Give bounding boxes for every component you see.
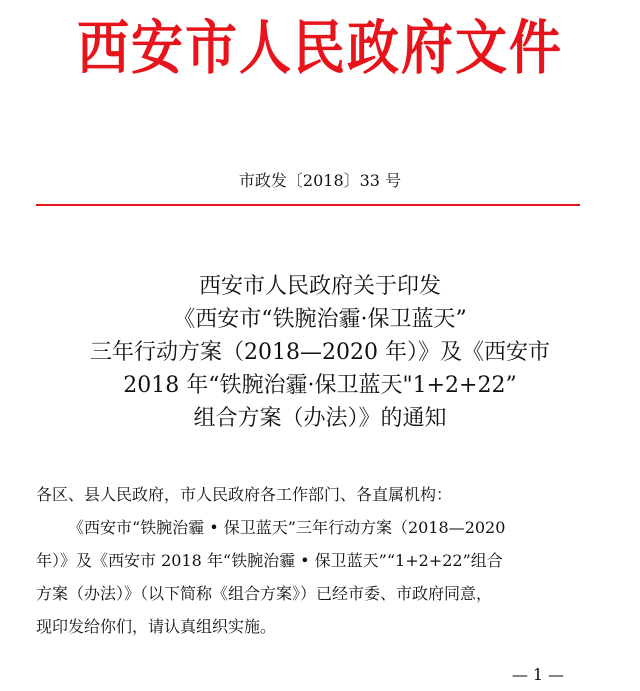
notice-title-line: 《西安市“铁腕治霾·保卫蓝天” [173,307,467,332]
body-paragraph-line: 现印发给你们，请认真组织实施。 [36,617,277,636]
notice-title-line: 三年行动方案（2018—2020 年）》及《西安市 [90,340,550,365]
notice-title-line: 组合方案（办法）》的通知 [193,406,447,431]
notice-title [0,270,640,435]
notice-title-line: 西安市人民政府关于印发 [198,274,441,299]
body-text [36,478,602,643]
red-divider-rule [36,204,580,206]
addressee-line: 各区、县人民政府，市人民政府各工作部门、各直属机构： [36,485,453,504]
notice-title-line: 2018 年“铁腕治霾·保卫蓝天"1+2+22” [123,373,517,398]
document-number: 市政发〔2018〕33 号 [238,171,402,190]
body-paragraph-line: 年）》及《西安市 2018 年“铁腕治霾 • 保卫蓝天”“1+2+22”组合 [36,551,503,570]
page-number: — 1 — [511,665,565,684]
document-header-title: 西安市人民政府文件 [76,15,563,83]
body-paragraph-line: 方案（办法）》（以下简称《组合方案》）已经市委、市政府同意， [36,584,493,603]
body-paragraph-line: 《西安市“铁腕治霾 • 保卫蓝天”三年行动方案（2018—2020 [68,518,506,537]
